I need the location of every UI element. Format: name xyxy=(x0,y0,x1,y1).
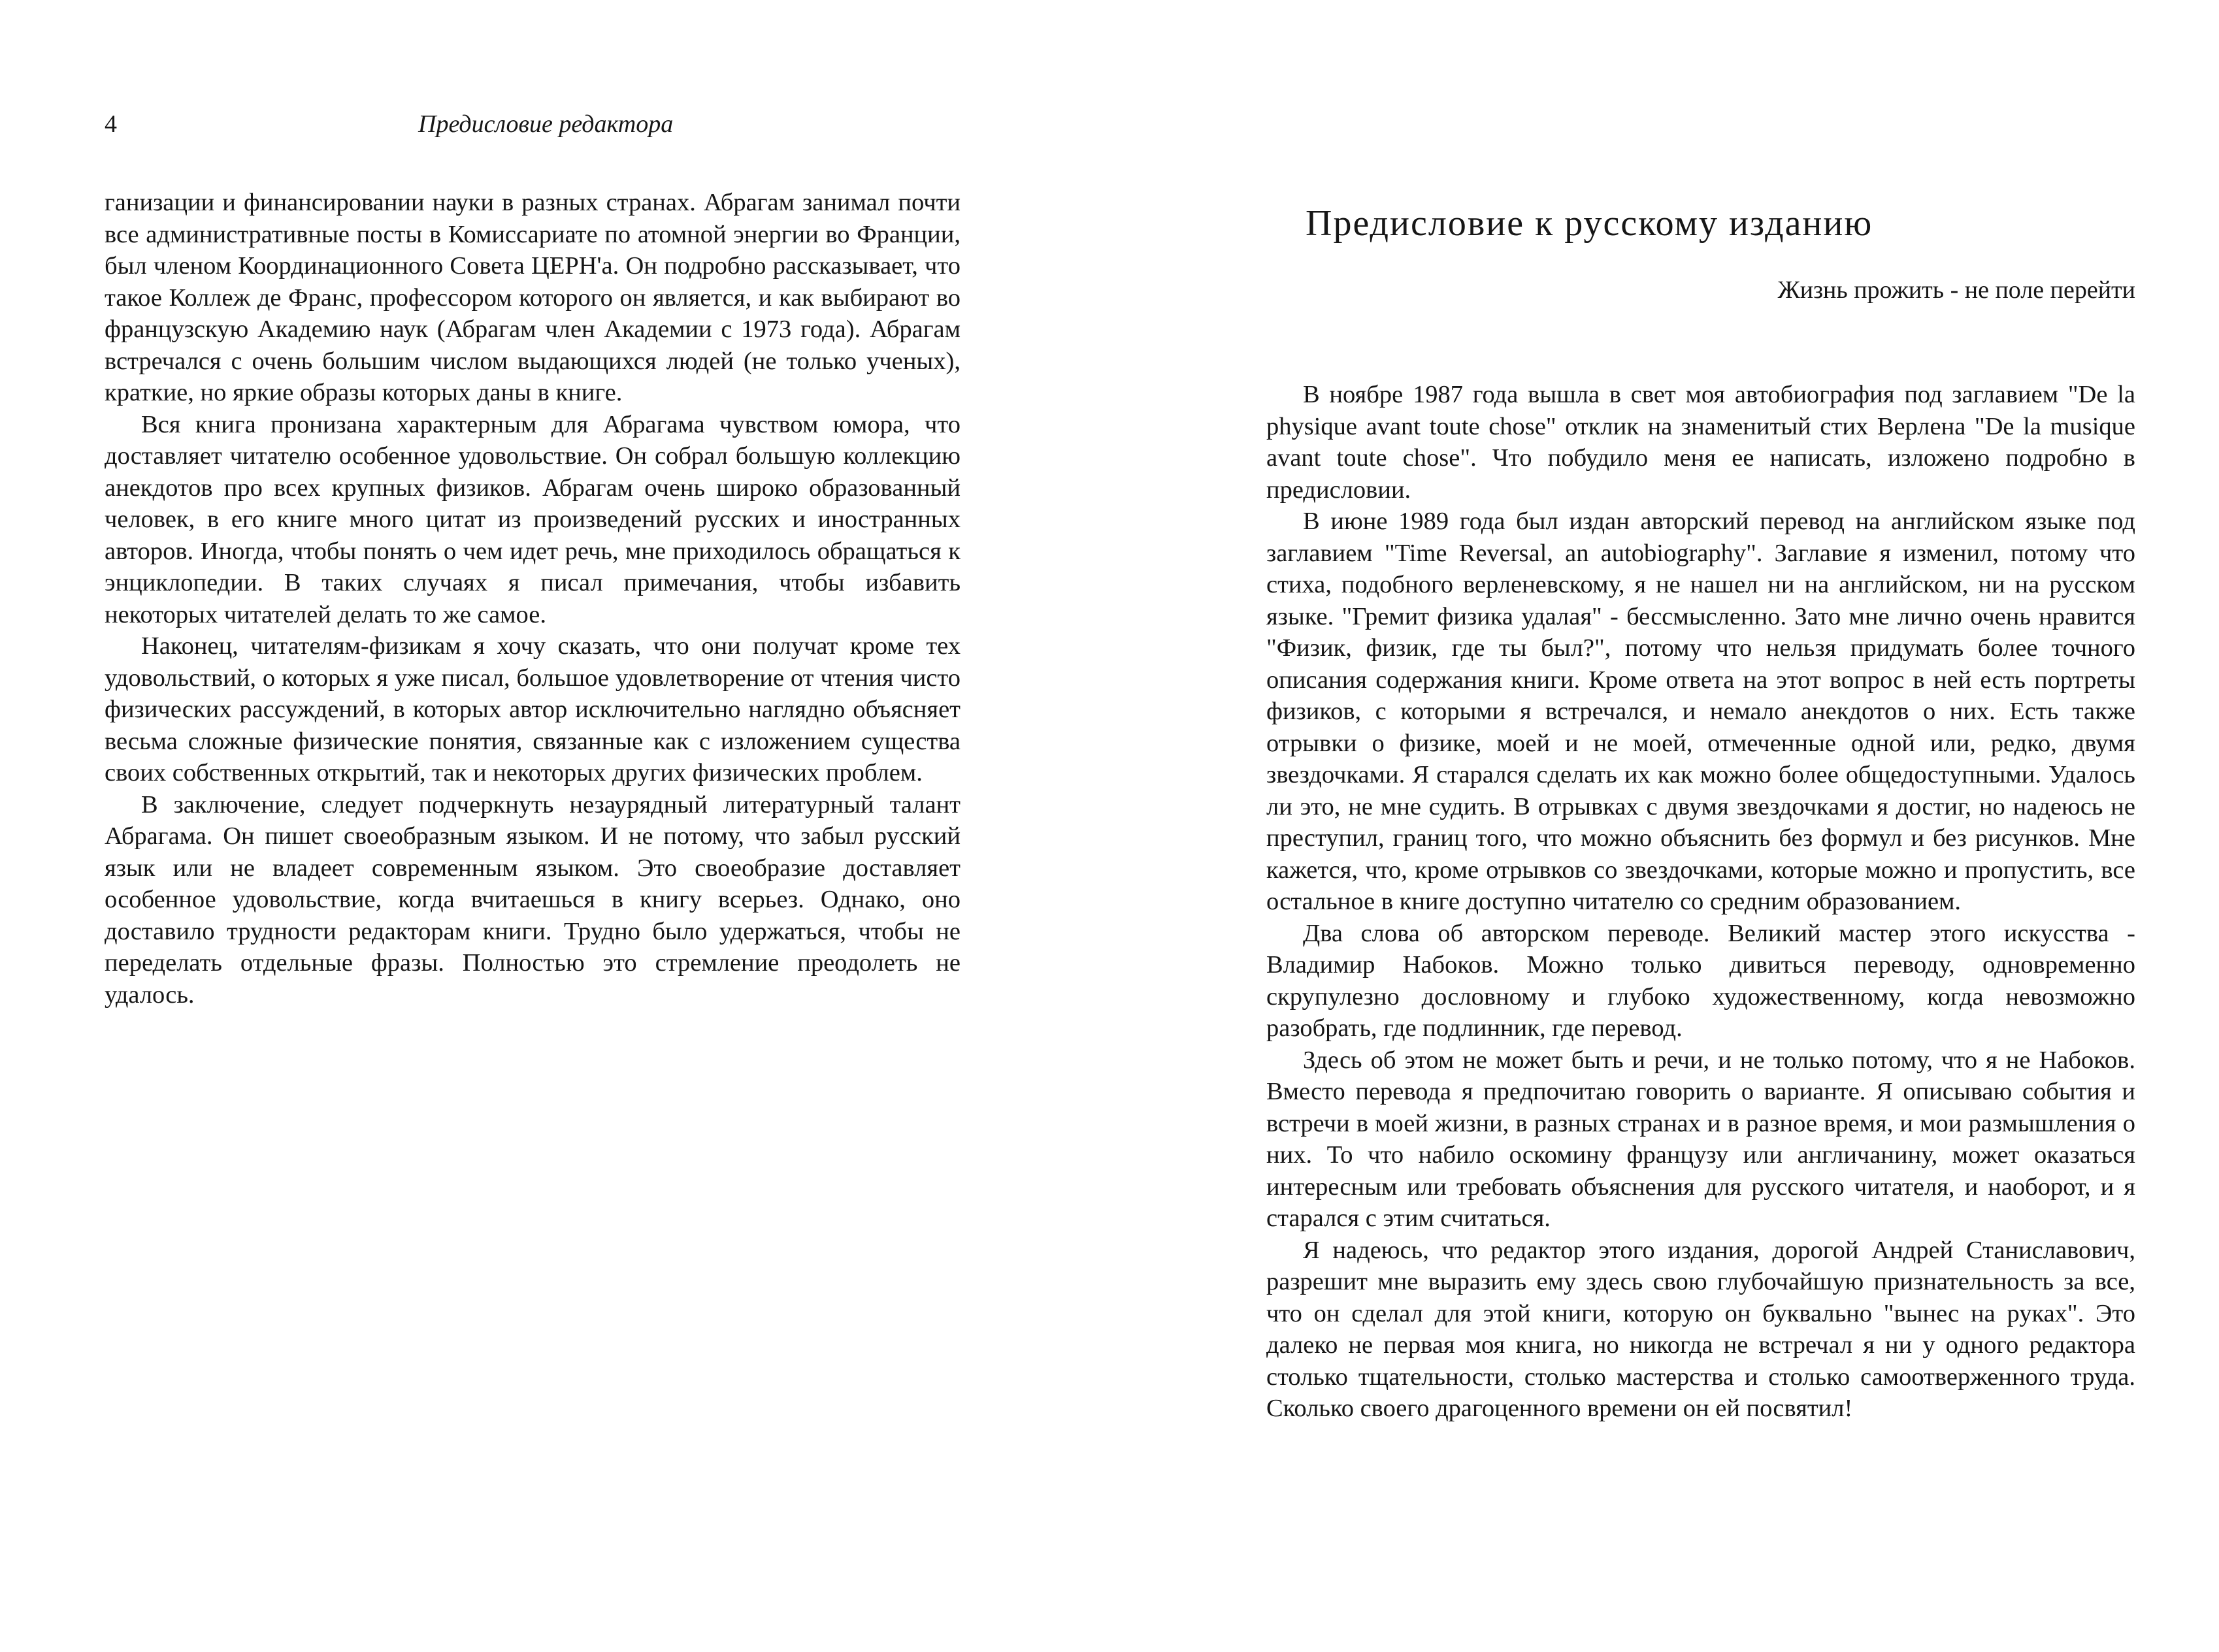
left-body-text xyxy=(105,187,961,1011)
running-title: Предисловие редактора xyxy=(418,110,674,138)
paragraph: Здесь об этом не может быть и речи, и не только потому, что я не Набоков. Вместо перевода я предпочитаю говорить о варианте. Я описываю события и встречи в моей жизни, в разных странах и в разное время, и мои размышления о них. То что набило оскомину французу или англичанину, может оказаться интересным или требовать объяснения для русского читателя, и наоборот, и я старался с этим считаться. xyxy=(1266,1046,2135,1232)
paragraph: В июне 1989 года был издан авторский перевод на английском языке под заглавием "Time Reversal, an autobiography". Заглавие я изменил, потому что стиха, подобного верленевскому, я не нашел ни на английском, ни на русском языке. "Гремит физика удалая" - бессмысленно. Зато мне лично очень нравится "Физик, физик, где ты был?", потому что нельзя придумать более точного описания содержания книги. Кроме ответа на этот вопрос в ней есть портреты физиков, с которыми я встречался, и немало анекдотов о них. Есть также отрывки о физике, моей и не моей, отмеченные одной или, редко, двумя звездочками. Я старался сделать их как можно более общедоступными. Удалось ли это, не мне судить. В отрывках с двумя звездочками я достиг, но надеюсь не преступил, границ того, что можно объяснить без формул и без рисунков. Мне кажется, что, кроме отрывков со звездочками, которые можно и пропустить, все остальное в книге доступно читателю со средним образованием. xyxy=(1266,508,2135,915)
paragraph: Два слова об авторском переводе. Великий мастер этого искусства - Владимир Набоков. Можно только дивиться переводу, одновременно скрупулезно дословному и глубоко художественному, когда невозможно разобрать, где подлинник, где перевод. xyxy=(1266,919,2135,1042)
paragraph: В ноябре 1987 года вышла в свет моя автобиография под заглавием "De la physique avant toute chose" отклик на знаменитый стих Верлена "De la musique avant toute chose". Что побудило меня ее написать, изложено подробно в предисловии. xyxy=(1266,381,2135,504)
paragraph: Я надеюсь, что редактор этого издания, дорогой Андрей Станиславович, разрешит мне выразить ему здесь свою глубочайшую признательность за все, что он сделал для этой книги, которую он буквально "вынес на руках". Это далеко не первая моя книга, но никогда не встречал я ни у одного редактора столько тщательности, столько мастерства и столько самоотверженного труда. Сколько своего драгоценного времени он ей посвятил! xyxy=(1266,1236,2135,1422)
paragraph: В заключение, следует подчеркнуть незаурядный литературный талант Абрагама. Он пишет своеобразным языком. И не потому, что забыл русский язык или не владеет современным языком. Это своеобразие доставляет особенное удовольствие, когда вчитаешься в книгу всерьез. Однако, оно доставило трудности редакторам книги. Трудно было удержаться, чтобы не переделать отдельные фразы. Полностью это стремление преодолеть не удалось. xyxy=(105,790,961,1009)
page-number: 4 xyxy=(105,110,117,138)
paragraph: Вся книга пронизана характерным для Абрагама чувством юмора, что доставляет читателю особенное удовольствие. Он собрал большую коллекцию анекдотов про всех крупных физиков. Абрагам очень широко образованный человек, в его книге много цитат из произведений русских и иностранных авторов. Иногда, чтобы понять о чем идет речь, мне приходилось обращаться к энциклопедии. В таких случаях я писал примечания, чтобы избавить некоторых читателей делать то же самое. xyxy=(105,410,961,628)
running-head xyxy=(105,110,954,149)
epigraph: Жизнь прожить - не поле перейти xyxy=(1777,276,2135,304)
right-body-text xyxy=(1266,379,2135,1425)
paragraph: Наконец, читателям-физикам я хочу сказать, что они получат кроме тех удовольствий, о которых я уже писал, большое удовлетворение от чтения чисто физических рассуждений, в которых автор исключительно наглядно объясняет весьма сложные физические понятия, связанные как с изложением существа своих собственных открытий, так и некоторых других физических проблем. xyxy=(105,632,961,786)
paragraph: ганизации и финансировании науки в разных странах. Абрагам занимал почти все административные посты в Комиссариате по атомной энергии во Франции, был членом Координационного Совета ЦЕРН'а. Он подробно рассказывает, что такое Коллеж де Франс, профессором которого он является, и как выбирают во французскую Академию наук (Абрагам член Академии с 1973 года). Абрагам встречался с очень большим числом выдающихся людей (не только ученых), краткие, но яркие образы которых даны в книге. xyxy=(105,189,961,406)
chapter-title: Предисловие к русскому изданию xyxy=(1306,203,1873,244)
right-page xyxy=(1110,0,2219,1652)
